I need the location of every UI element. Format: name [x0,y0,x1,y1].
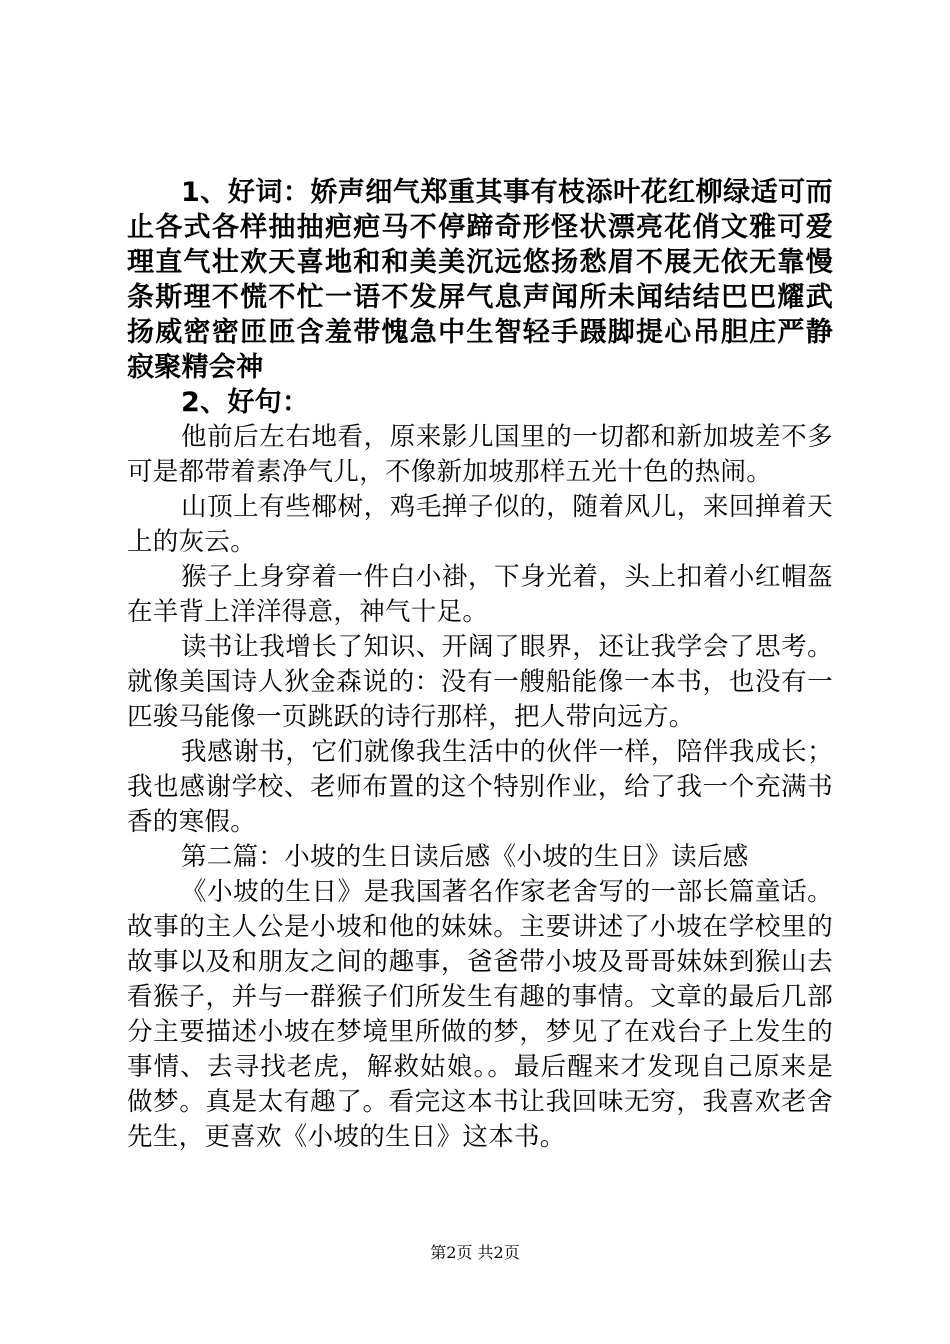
page-number-footer: 第2页 共2页 [430,1243,520,1262]
good-sentences-heading: 2、好句： [181,387,310,418]
document-body [127,175,833,1155]
paragraph-6: 《小坡的生日》是我国著名作家老舍写的一部长篇童话。故事的主人公是小坡和他的妹妹。主要讲述了小坡在学校里的故事以及和朋友之间的趣事，爸爸带小坡及哥哥妹妹到猴山去看猴子，并与一群猴子们所发生有趣的事情。文章的最后几部分主要描述小坡在梦境里所做的梦，梦见了在戏台子上发生的事情、去寻找老虎，解救姑娘。。最后醒来才发现自己原来是做梦。真是太有趣了。看完这本书让我回味无穷，我喜欢老舍先生，更喜欢《小坡的生日》这本书。 [127,877,833,1152]
paragraph-1: 他前后左右地看，原来影儿国里的一切都和新加坡差不多可是都带着素净气儿，不像新加坡那样五光十色的热闹。 [127,422,833,487]
good-words-heading: 1、好词：娇声细气郑重其事有枝添叶花红柳绿适可而止各式各样抽抽疤疤马不停蹄奇形怪状漂亮花俏文雅可爱理直气壮欢天喜地和和美美沉远悠扬愁眉不展无依无靠慢条斯理不慌不忙一语不发屏气息声闻所未闻结结巴巴耀武扬威密密匝匝含羞带愧急中生智轻手蹑脚提心吊胆庄严静寂聚精会神 [127,177,833,383]
section-title: 第二篇：小坡的生日读后感《小坡的生日》读后感 [181,842,749,872]
paragraph-2: 山顶上有些椰树，鸡毛掸子似的，随着风儿，来回掸着天上的灰云。 [127,492,833,557]
paragraph-5: 我感谢书，它们就像我生活中的伙伴一样，陪伴我成长；我也感谢学校、老师布置的这个特别作业，给了我一个充满书香的寒假。 [127,737,833,837]
paragraph-4: 读书让我增长了知识、开阔了眼界，还让我学会了思考。就像美国诗人狄金森说的：没有一艘船能像一本书，也没有一匹骏马能像一页跳跃的诗行那样，把人带向远方。 [127,632,833,732]
paragraph-3: 猴子上身穿着一件白小褂，下身光着，头上扣着小红帽盔在羊背上洋洋得意，神气十足。 [127,562,833,627]
